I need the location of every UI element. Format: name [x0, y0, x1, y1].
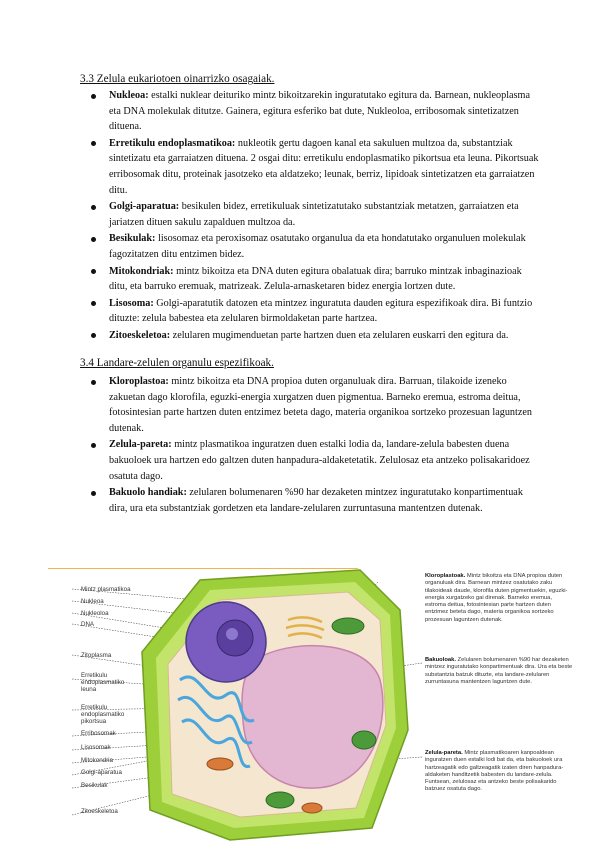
item-term: Kloroplastoa: [109, 376, 169, 387]
list-item [80, 199, 542, 230]
item-text: besikulen bidez, erretikuluak sintetizatutako substantziak metatzen, garraiatzen eta jariatzen dituen sakulu zapalduen multzoa da. [109, 201, 519, 228]
figure-label: Erretikulu endoplasmatiko pikortsua [81, 704, 125, 726]
bullet-dot-icon [91, 443, 96, 448]
list-item [80, 231, 542, 262]
list-item [80, 374, 542, 436]
bullet-dot-icon [91, 269, 96, 274]
item-term: Besikulak: [109, 233, 156, 245]
figure-label: Golgi-aparatua [81, 769, 122, 776]
item-text: lisosomaz eta peroxisomaz osatutako organulua da eta hondatutako organuluen molekulak fagozitatzen ditu entzimen bidez. [109, 233, 526, 260]
figure-label: Lisosomak [81, 744, 111, 751]
figure-label: Mintz plasmatikoa [81, 586, 131, 593]
figure-label: Erribosomak [81, 730, 116, 737]
figure-note: Kloroplastoak. Mintz bikoitza eta DNA propioa duten organuluak dira. Barnean mintzez osatutako zaku tilakoideak daude, klorofila duten pigmentuekin, eguzki-energia xurgatzeko gai direnak. Barneko eremua, estroma deitua, fotosintesian parte hartzen duten entzimez beteta dago, materia organikoa sortzeko prozesuan laguntzen dutenak. [425, 573, 568, 623]
eukaryotic-components-list [80, 88, 542, 345]
bullet-dot-icon [91, 333, 96, 338]
item-term: Zelula-pareta: [109, 439, 172, 451]
list-item [80, 264, 542, 295]
item-term: Erretikulu endoplasmatikoa: [109, 137, 236, 149]
plant-organelles-list [80, 374, 542, 517]
list-item [80, 296, 542, 327]
figure-label: Mitokondria [81, 757, 113, 764]
figure-label: Nukleoa [81, 598, 104, 605]
figure-note: Bakuoloak. Zelularen bolumenaren %90 har dezaketen mintzez inguratutako konpartimentuak dira. Ura eta beste substantzia batzuk dituzte, eta landare-zelularen zurruntasuna mantentzen laguntzen dute. [425, 657, 573, 685]
list-item [80, 88, 542, 135]
list-item [80, 328, 542, 344]
bullet-dot-icon [91, 491, 96, 496]
item-text: zelularen mugimenduetan parte hartzen duen eta zelularen euskarri den egitura da. [170, 329, 509, 341]
list-item [80, 485, 542, 516]
item-term: Nukleoa: [109, 90, 149, 101]
bullet-dot-icon [91, 94, 96, 99]
item-text: mintz plasmatikoa inguratzen duen estalki lodia da, landare-zelula babesten duena bakuoloek ura hartzen edo galtzen duten hanpadura-aldaketetatik. Zelulosaz eta antzeko polisakaridoez osatuta dago. [109, 439, 530, 482]
section-title-eukaryotic-components: 3.3 Zelula eukariotoen oinarrizko osagaiak. [80, 73, 275, 85]
item-text: zelularen bolumenaren %90 har dezaketen mintzez inguratutako konpartimentuak dira, ura eta substantziak gordetzen eta landare-zelularen zurruntasuna mantentzen dutenak. [109, 487, 523, 514]
item-term: Golgi-aparatua: [109, 201, 180, 213]
item-text: estalki nuklear deituriko mintz bikoitzarekin inguratutako egitura da. Barnean, nukleoplasma eta DNA molekulak ditutze. Gainera, egitura esferiko bat dute, Nukleoloa, erribosomak sintetizatzen dituena. [109, 90, 530, 133]
figure-label: Erretikulu endoplasmatiko leuna [81, 672, 125, 694]
item-text: Golgi-aparatutik datozen eta mintzez inguratuta dauden egitura espezifikoak dira. Bi funtzio dituzte: zelula babestea eta zelularen birmoldaketan parte hartzea. [109, 297, 533, 325]
figure-label: Nukleoloa [81, 610, 109, 617]
bullet-dot-icon [91, 380, 96, 385]
list-item [80, 136, 542, 198]
bullet-dot-icon [91, 301, 96, 306]
figure-label: Besikulak [81, 782, 108, 789]
bullet-dot-icon [91, 237, 96, 242]
list-item [80, 437, 542, 484]
item-term: Bakuolo handiak: [109, 487, 187, 499]
figure-label: Zitoplasma [81, 652, 112, 659]
item-text: mintz bikoitza eta DNA propioa duten organuluak dira. Barruan, tilakoide izeneko zakuetan dago klorofila, eguzki-energia xurgatzen duen pigmentua. Barneko eremua, estroma deitua, fotosintesian parte hartzen duten entzimez beteta dago, materia organikoa sortzeko prozesuan laguntzen dutenak. [109, 376, 532, 434]
figure-label: DNA [81, 621, 95, 628]
item-term: Mitokondriak: [109, 265, 174, 277]
figure-note: Zelula-pareta. Mintz plasmatikoaren kanpoaldean inguratzen duen estalki lodi bat da, eta bakuoloek ura hartzeagatik edo galtzeagatik izaten diren hanpadura-aldaketen handitzetik babesten du landare-zelula. Funtsean, zelulosaz eta antzeko beste polisakarido batzuez osatuta dago. [425, 750, 564, 793]
item-text: nukleotik gertu dagoen kanal eta sakuluen multzoa da, substantziak sintetizatu eta garraiatzen dituena. 2 osgai ditu: erretikulu endoplasmatiko pikortsua eta leuna. Pikortsuak erribosomak ditu, proteinak jasotzeko eta aldatzeko; leunak, berriz, lipidoak sintetizatzen eta garraiatzen ditu. [109, 137, 539, 196]
item-term: Lisosoma: [109, 297, 154, 309]
bullet-dot-icon [91, 205, 96, 210]
section-title-plant-organelles: 3.4 Landare-zelulen organulu espezifikoak. [80, 357, 274, 369]
item-text: mintz bikoitza eta DNA duten egitura obalatuak dira; barruko mintzak inbaginazioak ditu, eta barruko eremuak, matrizeak. Zelula-arnasketaren bidez energia lortzen dute. [109, 265, 522, 293]
figure-label: Zitoeskeletoa [81, 808, 118, 815]
item-term: Zitoeskeletoa: [109, 329, 171, 341]
bullet-dot-icon [91, 141, 96, 146]
